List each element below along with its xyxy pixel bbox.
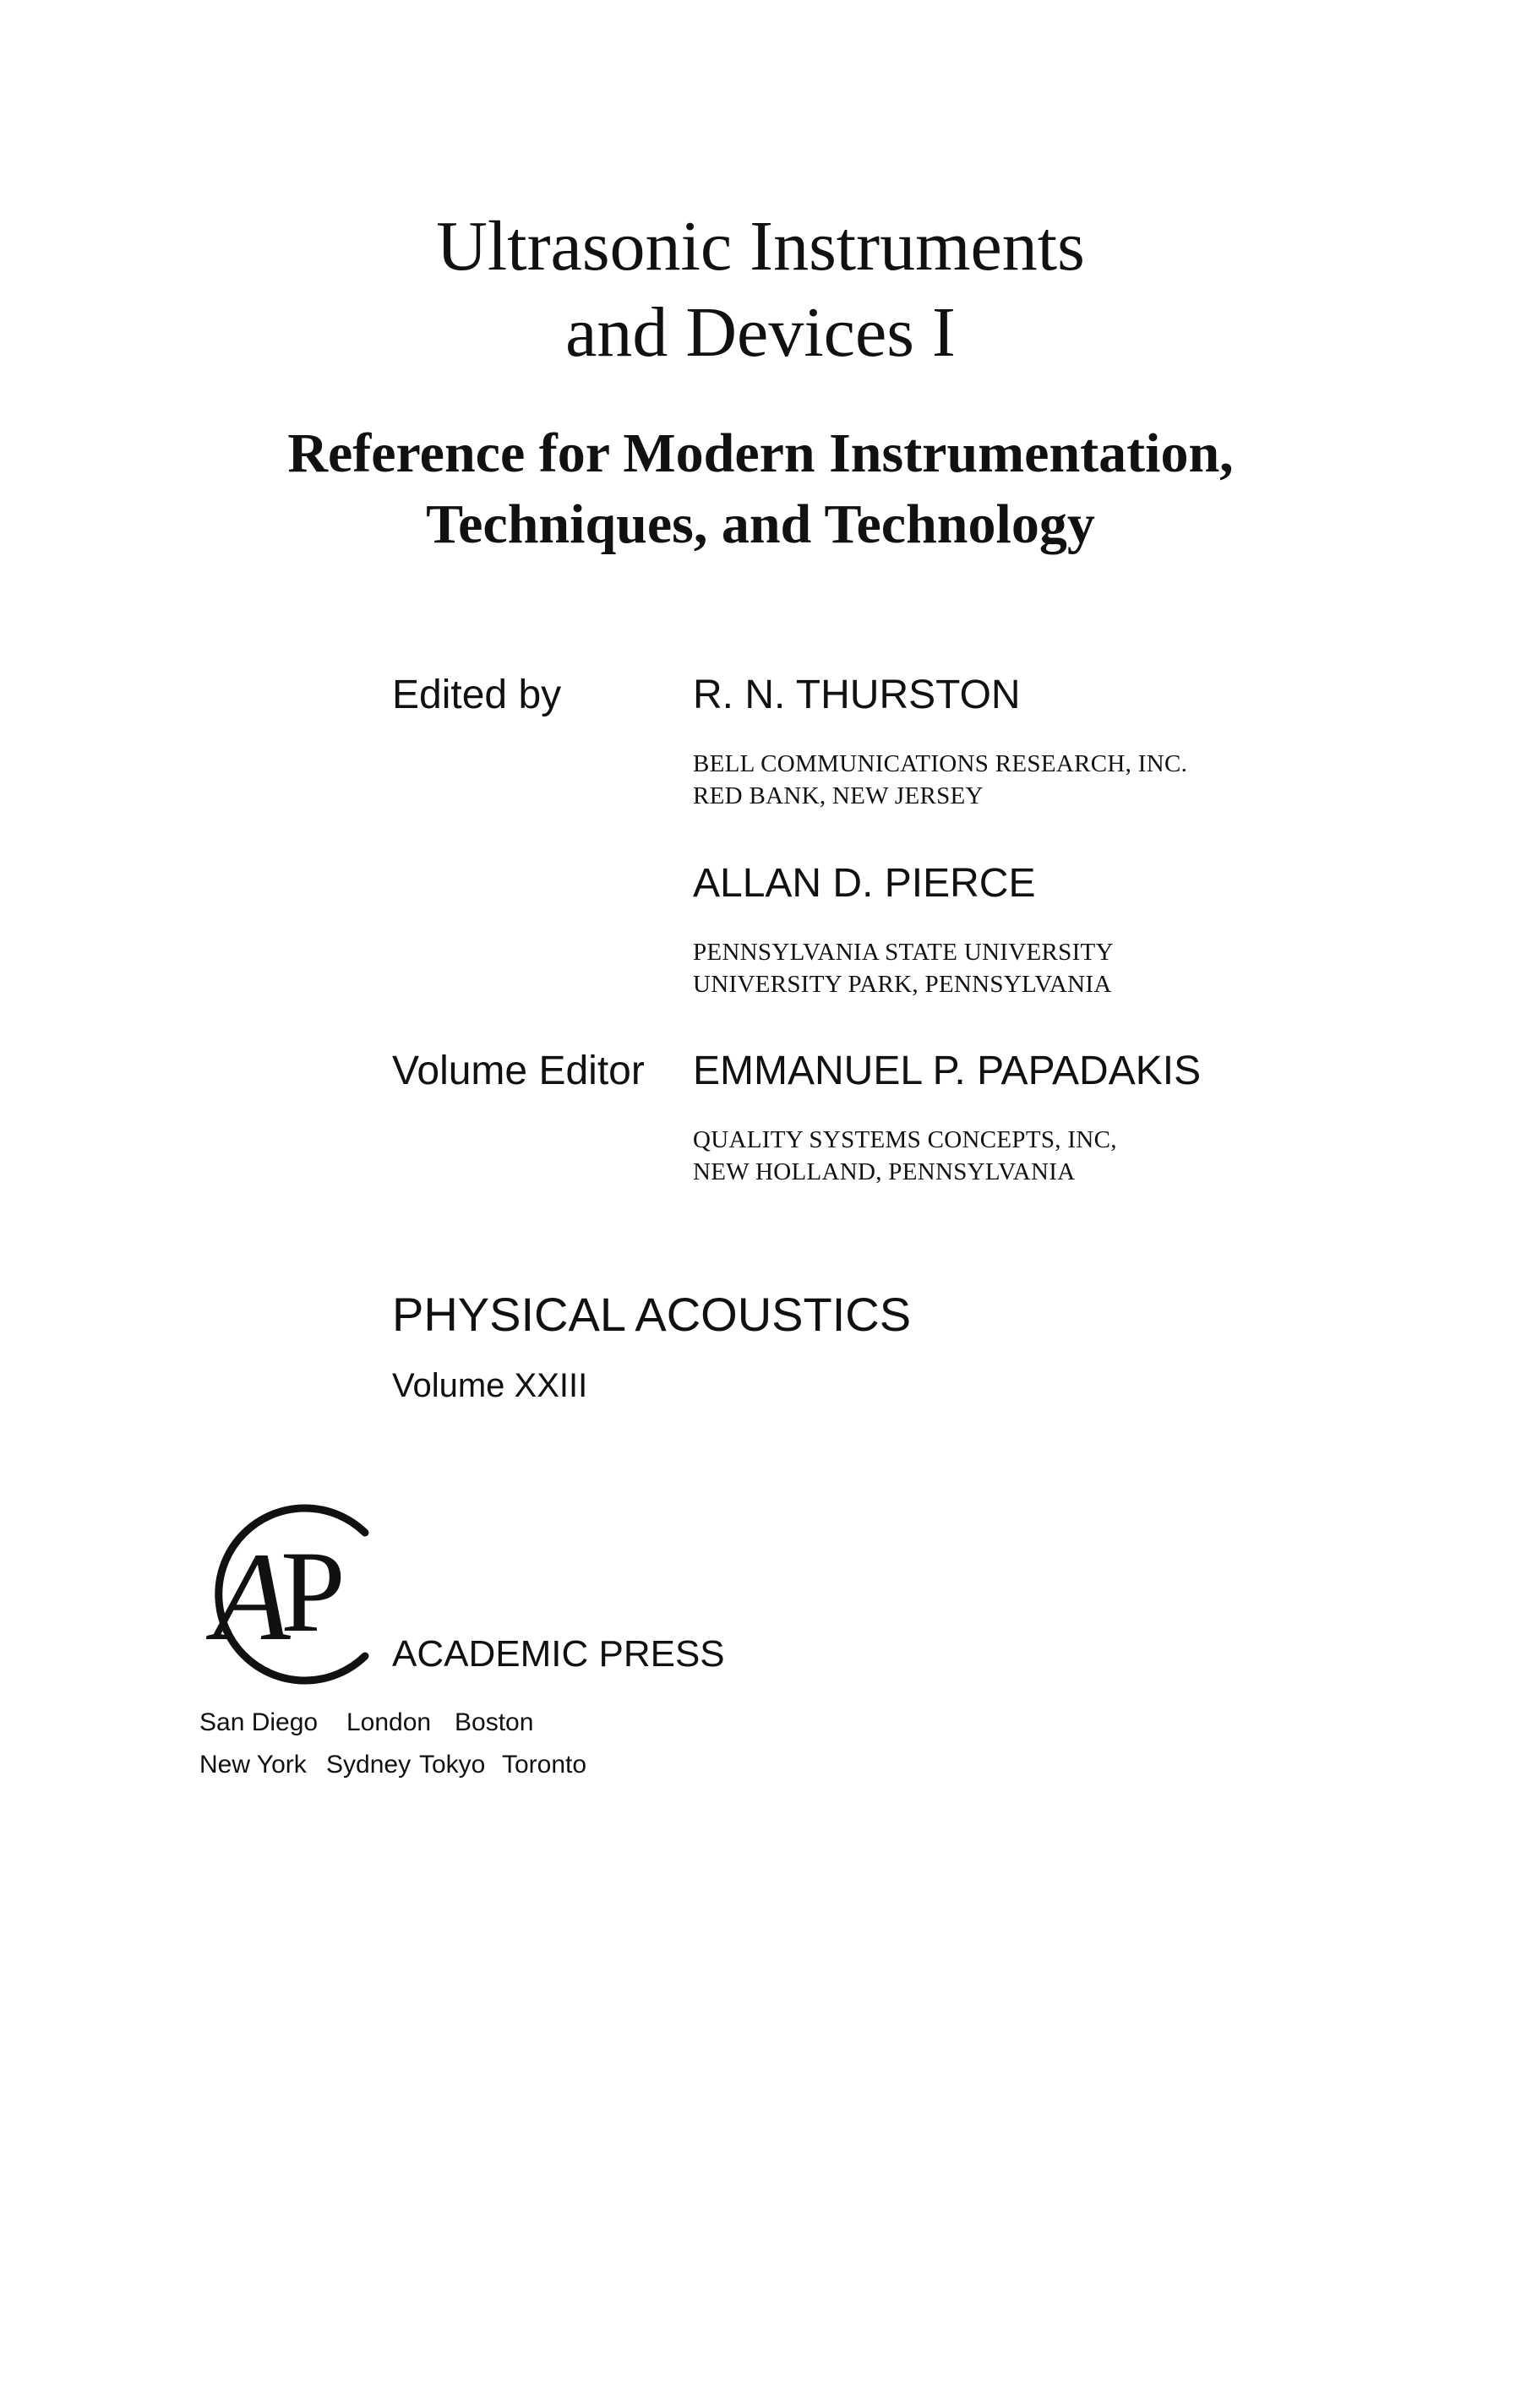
book-subtitle-line-1: Reference for Modern Instrumentation,	[287, 422, 1234, 484]
academic-press-logo	[196, 1497, 390, 1692]
volume-editor-affiliation-line-1: QUALITY SYSTEMS CONCEPTS, INC,	[693, 1126, 1117, 1153]
editor-1-affiliation-line-2: RED BANK, NEW JERSEY	[693, 782, 984, 809]
city-sydney: Sydney	[326, 1751, 412, 1779]
edited-by-label: Edited by	[392, 673, 562, 717]
city-new-york: New York	[199, 1751, 307, 1779]
publisher-name: ACADEMIC PRESS	[392, 1633, 725, 1675]
city-san-diego: San Diego	[199, 1708, 319, 1736]
editor-2-affiliation-line-1: PENNSYLVANIA STATE UNIVERSITY	[693, 939, 1114, 966]
book-title-line-2: and Devices I	[565, 293, 956, 372]
book-title-line-1: Ultrasonic Instruments	[436, 207, 1085, 286]
editor-1-name: R. N. THURSTON	[693, 673, 1021, 717]
logo-lettering: A	[213, 1527, 291, 1667]
city-tokyo: Tokyo	[419, 1751, 486, 1779]
logo-lettering-p: P	[281, 1527, 346, 1656]
series-name: PHYSICAL ACOUSTICS	[392, 1288, 912, 1341]
series-volume: Volume XXIII	[392, 1367, 588, 1404]
editor-2-affiliation-line-2: UNIVERSITY PARK, PENNSYLVANIA	[693, 971, 1112, 998]
book-subtitle-line-2: Techniques, and Technology	[426, 493, 1095, 555]
volume-editor-name: EMMANUEL P. PAPADAKIS	[693, 1049, 1202, 1093]
city-toronto: Toronto	[502, 1751, 587, 1779]
volume-editor-affiliation-line-2: NEW HOLLAND, PENNSYLVANIA	[693, 1158, 1076, 1185]
publisher-cities-row-1	[199, 1707, 533, 1739]
publisher-cities-row-2	[199, 1749, 586, 1781]
editor-1-affiliation-line-1: BELL COMMUNICATIONS RESEARCH, INC.	[693, 750, 1188, 777]
volume-editor-label: Volume Editor	[392, 1049, 645, 1093]
city-london: London	[346, 1708, 432, 1736]
city-boston: Boston	[455, 1708, 534, 1736]
editor-2-name: ALLAN D. PIERCE	[693, 861, 1036, 906]
